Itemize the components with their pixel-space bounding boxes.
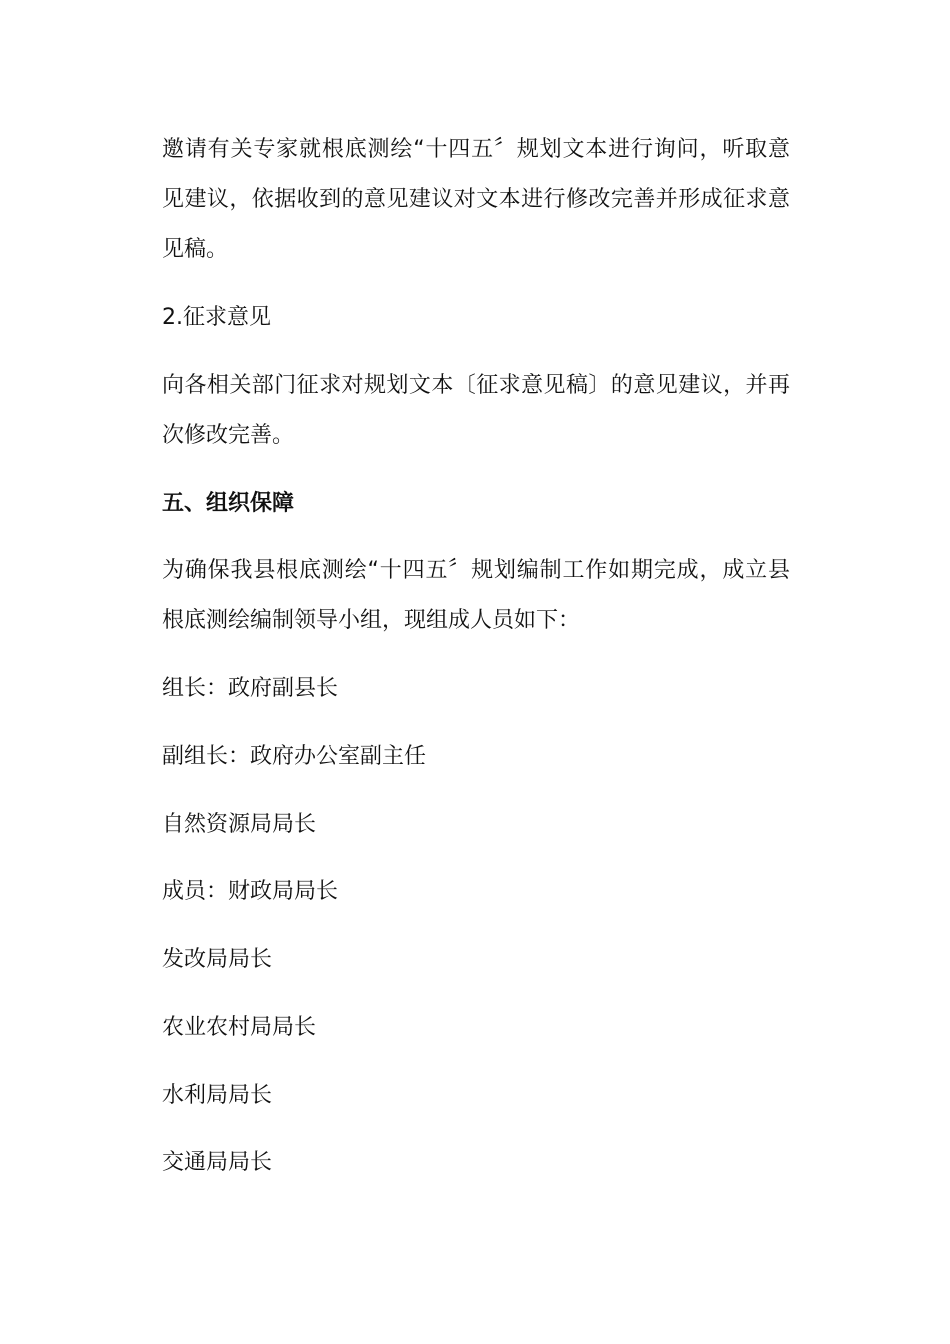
text-line: 自然资源局局长 (162, 812, 317, 837)
member-line (162, 1138, 790, 1188)
section-heading-organization (162, 479, 790, 529)
text-line: 邀请有关专家就根底测绘“十四五〞规划文本进行询问，听取意 (162, 137, 790, 162)
member-line (162, 800, 790, 850)
text-line: 副组长：政府办公室副主任 (162, 744, 427, 769)
text-line: 交通局局长 (162, 1150, 273, 1175)
paragraph-solicit-departments (162, 361, 790, 461)
paragraph-expert-consultation (162, 125, 790, 275)
member-line (162, 935, 790, 985)
text-line: 见稿。 (162, 237, 229, 262)
member-line (162, 867, 790, 917)
member-line (162, 1071, 790, 1121)
member-line (162, 1003, 790, 1053)
text-line: 向各相关部门征求对规划文本〔征求意见稿〕的意见建议，并再 (162, 373, 790, 398)
text-line: 见建议，依据收到的意见建议对文本进行修改完善并形成征求意 (162, 187, 790, 212)
text-line: 根底测绘编制领导小组，现组成人员如下： (162, 608, 581, 633)
text-line: 为确保我县根底测绘“十四五〞规划编制工作如期完成，成立县 (162, 558, 790, 583)
text-line: 农业农村局局长 (162, 1015, 317, 1040)
text-line: 发改局局长 (162, 947, 273, 972)
member-line (162, 732, 790, 782)
text-line: 五、组织保障 (162, 491, 295, 516)
paragraph-leading-group (162, 546, 790, 646)
text-line: 水利局局长 (162, 1083, 273, 1108)
text-line: 组长：政府副县长 (162, 676, 339, 701)
text-line: 2.征求意见 (162, 305, 271, 330)
text-line: 成员：财政局局长 (162, 879, 339, 904)
text-line: 次修改完善。 (162, 423, 295, 448)
subheading-solicit-opinions (162, 293, 790, 343)
member-line (162, 664, 790, 714)
